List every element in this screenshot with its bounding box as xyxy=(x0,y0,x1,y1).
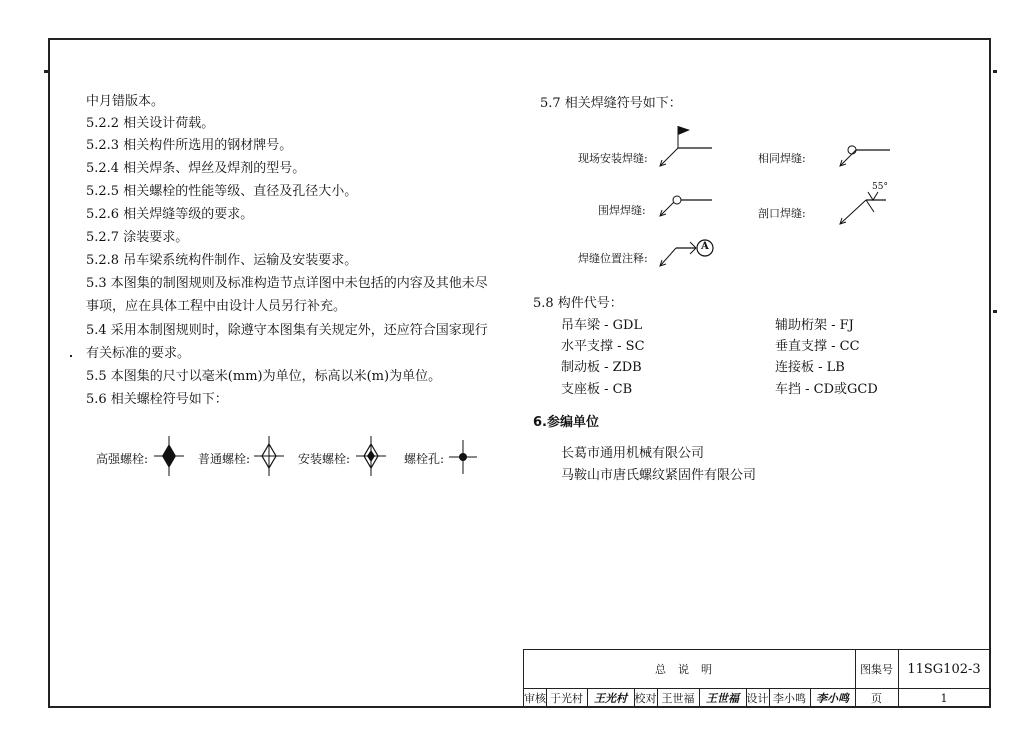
weld-label-same: 相同焊缝: xyxy=(758,152,806,165)
code-item: 支座板 - CB xyxy=(561,382,633,397)
text-line: 5.2.6 相关焊缝等级的要求。 xyxy=(86,207,254,222)
ordinary-bolt-icon xyxy=(254,436,284,476)
code-item: 辅助桁架 - FJ xyxy=(775,318,854,333)
groove-angle-text: 55° xyxy=(872,182,888,192)
weld-label-around: 围焊焊缝: xyxy=(598,204,646,217)
drawing-title: 总说明 xyxy=(655,663,724,676)
bolt-label-erection: 安装螺栓: xyxy=(298,452,351,466)
binding-mark xyxy=(993,70,997,73)
binding-mark xyxy=(44,70,48,73)
participant-item: 马鞍山市唐氏螺纹紧固件有限公司 xyxy=(561,468,757,483)
text-line: 5.2.8 吊车梁系统构件制作、运输及安装要求。 xyxy=(86,253,358,268)
bolt-label-high-strength: 高强螺栓: xyxy=(96,452,149,466)
check-name: 王世福 xyxy=(661,692,695,705)
position-note-letter: A xyxy=(701,241,709,252)
code-item: 连接板 - LB xyxy=(775,360,845,375)
bolt-hole-icon xyxy=(449,440,477,474)
code-item: 水平支撑 - SC xyxy=(561,339,645,354)
participants-heading: 6.参编单位 xyxy=(533,415,599,430)
text-line: 5.2.7 涂装要求。 xyxy=(86,230,189,245)
weld-label-position: 焊缝位置注释: xyxy=(578,252,648,265)
erection-bolt-icon xyxy=(356,436,386,476)
position-note-icon xyxy=(656,234,718,270)
check-signature: 王世福 xyxy=(706,692,739,705)
title-block xyxy=(523,649,990,708)
text-line: 5.4 采用本制图规则时，除遵守本图集有关规定外，还应符合国家现行 xyxy=(86,323,488,338)
bolt-label-hole: 螺栓孔: xyxy=(404,452,445,466)
design-name: 李小鸣 xyxy=(773,692,806,705)
review-name: 于光村 xyxy=(550,692,583,705)
design-label: 设计 xyxy=(746,692,769,705)
review-label: 审核 xyxy=(524,692,546,705)
weld-label-field: 现场安装焊缝: xyxy=(578,152,648,165)
code-item: 车挡 - CD或GCD xyxy=(775,382,878,397)
codes-heading: 5.8 构件代号： xyxy=(533,296,623,311)
binding-mark xyxy=(993,310,997,313)
text-line: 5.2.4 相关焊条、焊丝及焊剂的型号。 xyxy=(86,161,306,176)
page-label: 页 xyxy=(871,692,882,705)
atlas-label: 图集号 xyxy=(860,663,893,676)
text-line: 5.3 本图集的制图规则及标准构造节点详图中未包括的内容及其他未尽 xyxy=(86,276,488,291)
text-line: 5.6 相关螺栓符号如下： xyxy=(86,392,228,407)
check-label: 校对 xyxy=(634,692,657,705)
text-line: 5.5 本图集的尺寸以毫米(mm)为单位，标高以米(m)为单位。 xyxy=(86,369,442,384)
page-number: 1 xyxy=(940,691,948,705)
weld-heading: 5.7 相关焊缝符号如下： xyxy=(540,96,682,111)
field-weld-icon xyxy=(656,124,716,170)
around-weld-icon xyxy=(656,188,716,220)
text-line: 5.2.3 相关构件所选用的钢材牌号。 xyxy=(86,138,293,153)
text-line: 事项，应在具体工程中由设计人员另行补充。 xyxy=(86,299,347,314)
text-line: 5.2.2 相关设计荷载。 xyxy=(86,116,215,131)
atlas-number: 11SG102-3 xyxy=(907,661,981,677)
binding-mark xyxy=(70,355,72,357)
same-weld-icon xyxy=(836,138,892,170)
bolt-label-ordinary: 普通螺栓: xyxy=(198,452,251,466)
code-item: 吊车梁 - GDL xyxy=(561,318,643,333)
weld-label-groove: 剖口焊缝: xyxy=(758,207,806,220)
text-line: 中月错版本。 xyxy=(86,94,165,109)
text-line: 有关标准的要求。 xyxy=(86,346,191,361)
design-signature: 李小鸣 xyxy=(816,692,849,705)
review-signature: 王光村 xyxy=(594,692,627,705)
code-item: 制动板 - ZDB xyxy=(561,360,642,375)
text-line: 5.2.5 相关螺栓的性能等级、直径及孔径大小。 xyxy=(86,184,358,199)
participant-item: 长葛市通用机械有限公司 xyxy=(561,446,705,461)
code-item: 垂直支撑 - CC xyxy=(775,339,860,354)
high-strength-bolt-icon xyxy=(154,436,184,476)
